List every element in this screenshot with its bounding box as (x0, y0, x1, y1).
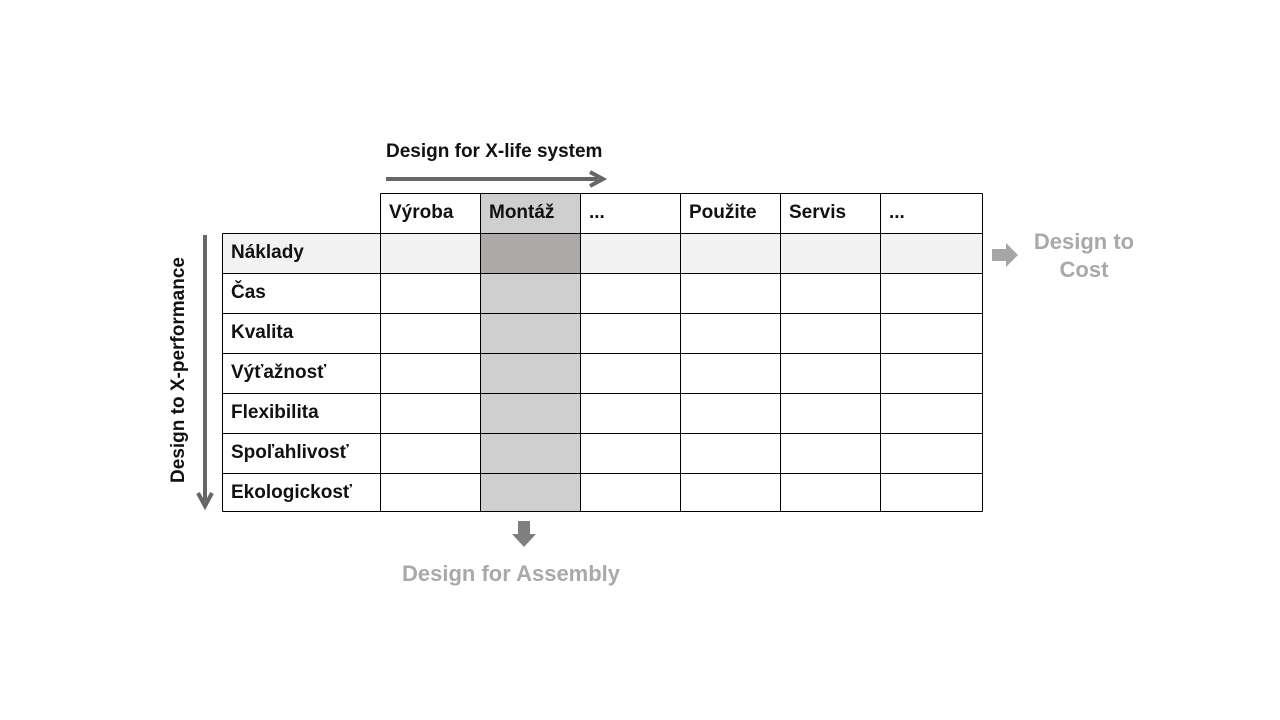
column-header: ... (889, 202, 905, 223)
row-label: Čas (231, 282, 266, 303)
left-axis-label: Design to X-performance (168, 257, 189, 483)
design-matrix (222, 193, 982, 511)
row-label: Flexibilita (231, 402, 319, 423)
design-to-cost-line1: Design to (1033, 229, 1135, 254)
row-label: Náklady (222, 233, 380, 273)
right-block-arrow-icon (992, 243, 1020, 267)
design-for-assembly-label: Design for Assembly (402, 561, 621, 586)
top-axis-label: Design for X-life system (386, 141, 603, 162)
down-block-arrow-icon (510, 521, 538, 549)
column-header: Servis (789, 202, 847, 223)
row-label: Spoľahlivosť (231, 442, 349, 463)
column-header: Použite (689, 202, 757, 223)
design-to-cost-label (1022, 228, 1146, 284)
down-arrow-icon (196, 233, 216, 511)
row-label: Ekologickosť (231, 482, 353, 503)
column-header: Výroba (389, 202, 454, 223)
right-arrow-icon (384, 170, 610, 190)
row-label: Výťažnosť (231, 362, 327, 383)
column-header: ... (589, 202, 605, 223)
row-label: Kvalita (231, 322, 294, 343)
grid-lines (222, 193, 984, 513)
design-to-cost-line2: Cost (1059, 257, 1109, 282)
column-header: Montáž (480, 193, 580, 233)
